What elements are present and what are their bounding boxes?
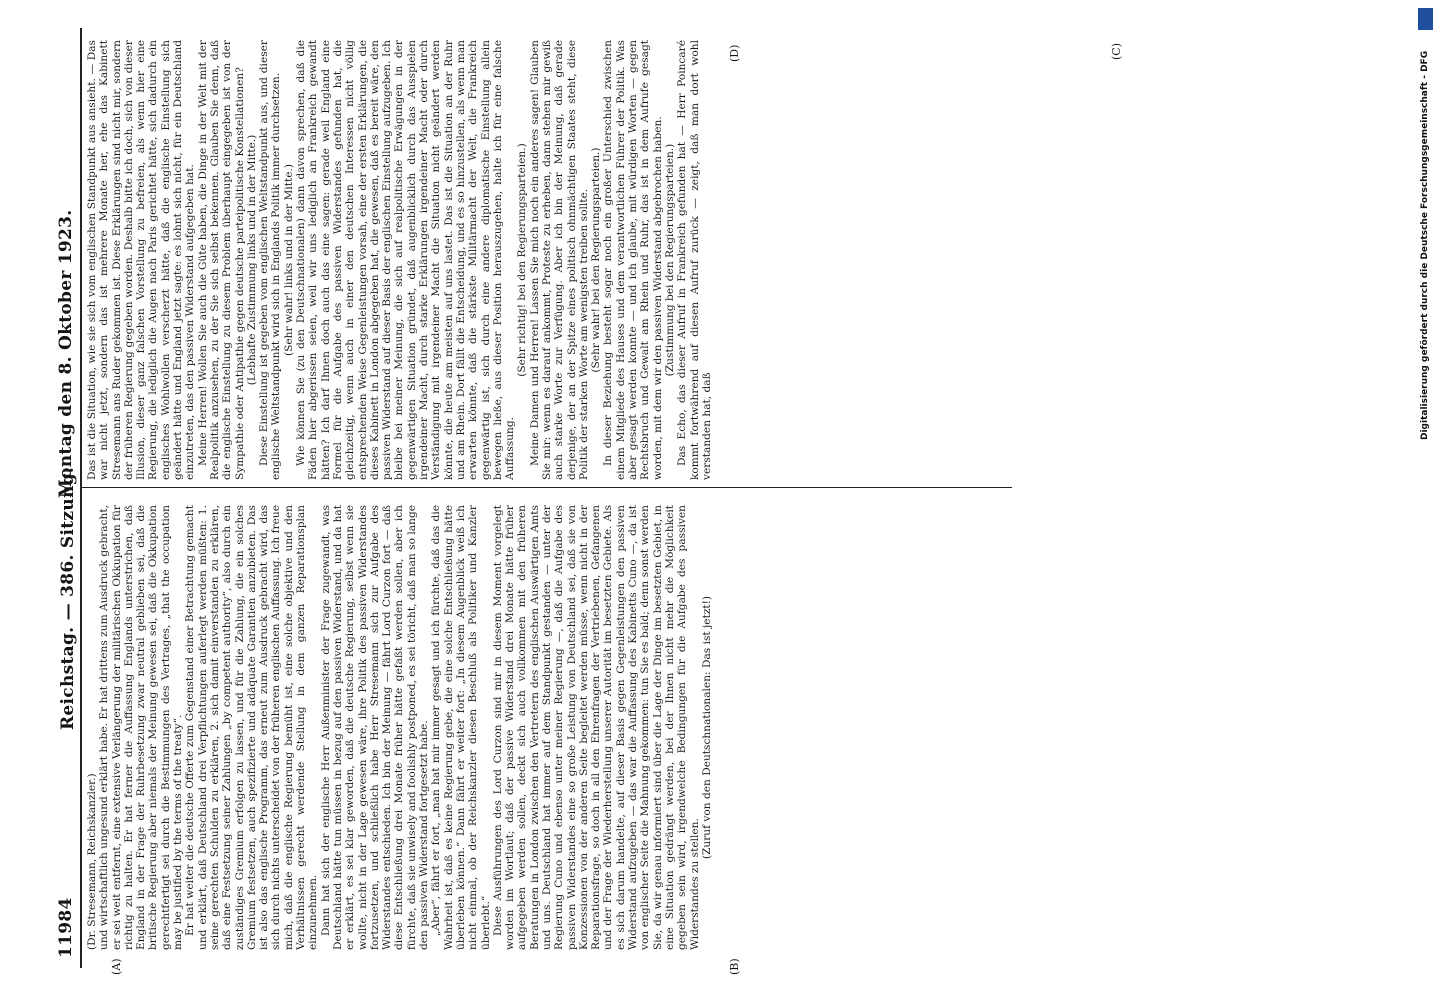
page-number: 11984 xyxy=(56,897,76,958)
column-divider xyxy=(82,487,1012,488)
dfg-logo-icon xyxy=(1418,8,1433,30)
paragraph: Er hat weiter die deutsche Offerte zum Gegenstand einer Betrachtung gemacht und erklärt, daß Deutschland drei Verpflichtungen auferlegt werden müßten: 1. seine gerechten Schulden zu erklären, 2. sich damit einverstanden zu erklären, daß eine Festsetzung seiner Zahlungen „by competent authority“, also durch ein zuständiges Gremium erfolgen zu lassen, und für die Zahlung, die ein solches Gremium festsetzen, auch spezifizierte und adäquate Garantien anzubieten. Das ist also das englische Programm, das erneut zum Ausdruck gebracht wird, das sich durch nichts unterscheidet von der früheren englischen Auffassung. Ich freue mich, daß die englische Regierung bemüht ist, eine solche objektive und den Verhältnissen gerecht werdende Stellung in dem ganzen Reparationsplan einzunehmen. xyxy=(184,505,320,950)
session-title: Reichstag. — 386. Sitzung. xyxy=(58,466,78,730)
paragraph: Meine Herren! Wollen Sie auch die Güte haben, die Dinge in der Welt mit der Realpolitik anzusehen, zu der Sie sich selbst bekennen. Glauben Sie denn, daß die englische Einstellung zu diesem Problem überhaupt eingegeben ist von der Sympathie oder Antipathie gegen deutsche parteipolitische Konstellationen? xyxy=(196,40,246,480)
interjection: (Sehr richtig! bei den Regierungsparteien.) xyxy=(516,143,529,377)
paragraph: In dieser Beziehung besteht sogar noch ein großer Unterschied zwischen einem Mitgliede des Hauses und dem verantwortlichen Führer der Politik. Was aber gesagt werden konnte — und ich glaube, mit würdigen Worten — gegen Rechtsbruch und Gewalt am Rhein und Ruhr, das ist in dem Aufrufe gesagt worden, mit dem wir den passiven Widerstand abgebrochen haben. xyxy=(602,40,664,480)
margin-mark-d: (D) xyxy=(728,44,741,62)
paragraph: Dann hat sich der englische Herr Außenminister der Frage zugewandt, was Deutschland hätte tun müssen in bezug auf den passiven Widerstand, und da hat er erklärt, es sei klar geworden, daß die deutsche Regierung, selbst wenn sie wollte, nicht in der Lage gewesen wäre, ihre Politik des passiven Widerstandes fortzusetzen, und schließlich habe Herr Stresemann sich zur Aufgabe des Widerstandes entschieden. Ich bin der Meinung — fährt Lord Curzon fort — daß diese Entschließung drei Monate früher hätte gefaßt werden sollen, aber ich fürchte, daß sie unwisely and foolishly postponed, es sei töricht, daß man so lange den passiven Widerstand fortgesetzt habe. xyxy=(319,505,431,950)
interjection: (Sehr wahr! links und in der Mitte.) xyxy=(282,164,295,357)
left-column xyxy=(86,505,1086,950)
speaker-line: (Dr. Stresemann, Reichskanzler.) xyxy=(86,773,98,950)
session-date: Montag den 8. Oktober 1923. xyxy=(56,209,76,498)
interjection: (Sehr wahr! bei den Regierungsparteien.) xyxy=(590,147,603,373)
paragraph: Meine Damen und Herren! Lassen Sie mich noch ein anderes sagen! Glauben Sie mir: wenn es darauf ankommt, Proteste zu erheben, dann stehen mir gewiß auch starke Worte zur Verfügung. Aber ich bin der Meinung, daß gerade derjenige, der an der Spitze eines politisch ohnmächtigen Staates steht, diese Politik der starken Worte am wenigsten treiben sollte. xyxy=(528,40,590,480)
margin-mark-b: (B) xyxy=(728,958,741,975)
interjection: (Lebhafte Zustimmung links und in der Mitte.) xyxy=(245,134,258,386)
paragraph: Diese Ausführungen des Lord Curzon sind mir in diesem Moment vorgelegt worden im Wortlaut; daß der passive Widerstand drei Monate hätte früher aufgegeben werden sollen, deckt sich auch vollkommen mit den früheren Beratungen in London zwischen den Vertretern des englischen Auswärtigen Amts und uns. Deutschland hat immer auf dem Standpunkt gestanden — unter der Regierung Cuno und ebenso unter meiner Regierung —, daß die Aufgabe des passiven Widerstandes eine so große Leistung von Deutschland sei, daß sie von Konzessionen von der anderen Seite begleitet werden müsse, wenn nicht in der Reparationsfrage, so doch in all den Ehrenfragen der Vertriebenen, Gefangenen und der Frage der Wiederherstellung unserer Autorität im besetzten Gebiete. Als es sich darum handelte, auf dieser Basis gegen Gegenleistungen den passiven Widerstand aufzugeben — das war die Auffassung des Kabinetts Cuno —, da ist von englischer Seite die Mahnung gekommen: tun Sie es bald; denn sonst werden Sie, da wir genau informiert sind über die Lage der Dinge im besetzten Gebiet, in eine Situation gedrängt werden, bei der Ihnen nicht mehr die Möglichkeit gegeben sein wird, irgendwelche Bedingungen für die Aufgabe des passiven Widerstandes zu stellen. xyxy=(491,505,701,950)
header-rule xyxy=(80,28,82,968)
paragraph: Das ist die Situation, wie sie sich vom englischen Standpunkt aus ansieht. — Das war nicht jetzt, sondern das ist mehrere Monate her, ehe das Kabinett Stresemann ans Ruder gekommen ist. Diese Erklärungen sind nicht mir, sondern der früheren Regierung gegeben worden. Deshalb bitte ich doch, sich von dieser Illusion, dieser ganz falschen Vorstellung zu befreien, als wenn hier eine Regierung, die lediglich die Augen nach Paris gerichtet hätte, sich dadurch ein englisches Wohlwollen verscherzt hätte, daß die englische Einstellung sich geändert hätte und England jetzt sagte: es lohnt sich nicht, für ein Deutschland einzutreten, das den passiven Widerstand aufgegeben hat. xyxy=(86,40,197,480)
paragraph: Wie können Sie (zu den Deutschnationalen) dann davon sprechen, daß die Fäden hier abgerissen seien, weil wir uns lediglich an Frankreich gewandt hätten? Ich darf Ihnen doch auch das eine sagen: gerade weil England eine Formel für die Aufgabe des passiven Widerstandes gefunden hat, die gleichzeitig, wenn auch in einer den deutschen Interessen nicht völlig entsprechenden Weise Gegenleistungen vorsah, eine der ersten Erklärungen, die dieses Kabinett in London abgegeben hat, die gewesen, daß es bereit wäre, den passiven Widerstand auf dieser Basis der englischen Einstellung aufzugeben. Ich bleibe bei meiner Meinung, die sich auf realpolitische Erwägungen in der gegenwärtigen Situation gründet, daß augenblicklich durch das Ausspielen irgendeiner Macht, durch starke Erklärungen irgendeiner Macht oder durch Verständigung mit irgendeiner Macht die Situation nicht geändert werden könnte, die heute am meisten auf uns lastet. Das ist die Situation an der Ruhr und am Rhein. Dort fällt die Entscheidung, und es so hinzustellen, als wenn man erwarten könnte, daß die stärkste Militärmacht der Welt, die Frankreich gegenwärtig ist, sich durch eine andere diplomatische Einstellung allein bewegen ließe, aus dieser Position herauszugehen, halte ich für eine falsche Auffassung. xyxy=(295,40,517,480)
digitization-credit: Digitalisierung gefördert durch die Deutsche Forschungsgemeinschaft - DFG xyxy=(1420,50,1430,440)
paragraph: und wirtschaftlich ungesund erklärt habe. Er hat drittens zum Ausdruck gebracht, er sei weit entfernt, eine extensive Verlängerung der militärischen Okkupation für richtig zu halten. Er hat ferner die Auffassung Englands unterstrichen, daß England in der Frage der Ruhrbesetzung zwar neutral geblieben sei, daß die britische Regierung aber niemals der Meinung gewesen sei, daß die Okkupation gerechtfertigt sei durch die Bestimmungen des Vertrages, „that the occupation may be justified by the terms of the treaty“. xyxy=(98,505,185,950)
paragraph: „Aber“, fährt er fort, „man hat mir immer gesagt und ich fürchte, daß das die Wahrheit ist, daß es keine Regierung gebe, die eine solche Entschließung hätte überleben können.“ Dann fährt er weiter fort: „In diesem Augenblick weiß ich nicht einmal, ob der Reichskanzler diesen Beschluß als Politiker und Kanzler überlebt.“ xyxy=(430,505,492,950)
interjection: (Zuruf von den Deutschnationalen: Das ist jetzt!) xyxy=(700,595,713,860)
paragraph: Diese Einstellung ist gegeben vom englischen Weltstandpunkt aus, und dieser englische Weltstandpunkt wird sich in Englands Politik immer durchsetzen. xyxy=(258,40,283,480)
margin-mark-a: (A) xyxy=(110,958,123,975)
margin-mark-c: (C) xyxy=(1110,43,1123,60)
right-column xyxy=(86,40,1101,480)
interjection: (Zustimmung bei den Regierungsparteien.) xyxy=(663,143,676,377)
paragraph: Das Echo, das dieser Aufruf in Frankreich gefunden hat — Herr Poincaré kommt fortwährend auf diesen Aufruf zurück — zeigt, daß man dort wohl verstanden hat, daß xyxy=(676,40,713,480)
